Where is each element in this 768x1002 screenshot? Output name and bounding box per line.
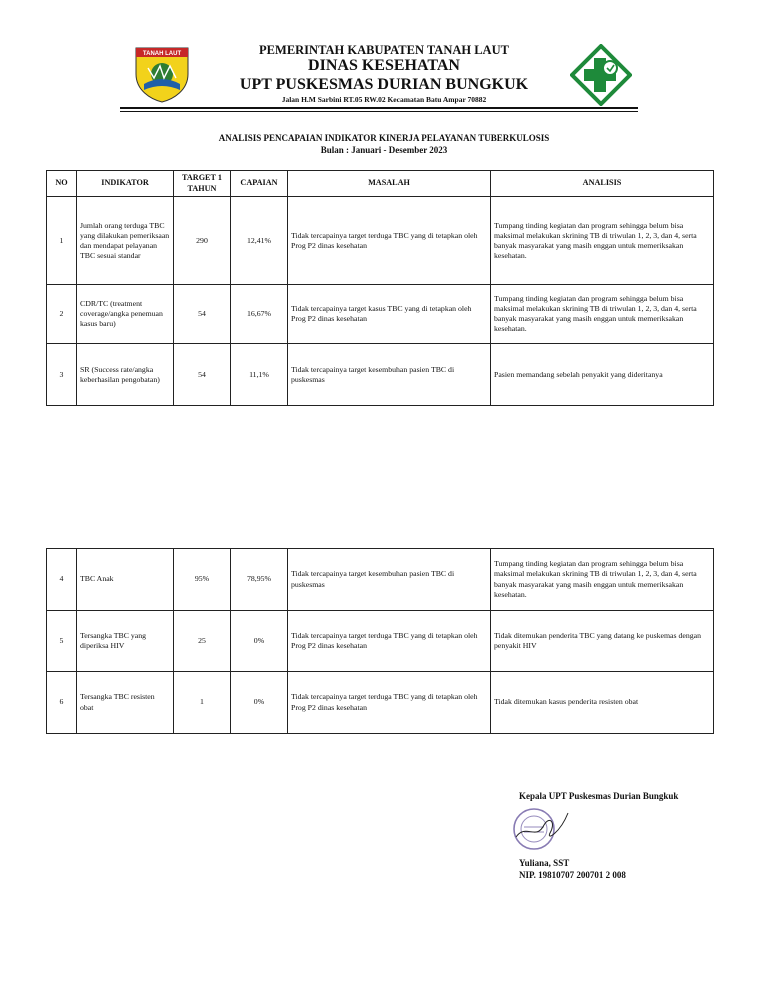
- row-indikator: Tersangka TBC yang diperiksa HIV: [77, 611, 174, 672]
- row-indikator: Jumlah orang terduga TBC yang dilakukan pemeriksaan dan mendapat pelayanan TBC sesuai standar: [77, 197, 174, 285]
- row-no: 6: [47, 672, 77, 734]
- letterhead-rule-thick: [120, 107, 638, 109]
- table-row: [47, 285, 714, 344]
- table-row: [47, 197, 714, 285]
- row-target: 1: [174, 672, 231, 734]
- table-row: [47, 611, 714, 672]
- row-capaian: 16,67%: [231, 285, 288, 344]
- signatory-title: Kepala UPT Puskesmas Durian Bungkuk: [519, 791, 679, 801]
- row-analisis: Tidak ditemukan kasus penderita resisten obat: [491, 672, 714, 734]
- header-analisis: ANALISIS: [491, 171, 714, 197]
- row-no: 1: [47, 197, 77, 285]
- indicator-table-part1: [46, 170, 714, 406]
- letterhead-unit-line: UPT PUSKESMAS DURIAN BUNGKUK: [239, 76, 529, 93]
- row-capaian: 12,41%: [231, 197, 288, 285]
- row-target: 290: [174, 197, 231, 285]
- row-indikator: Tersangka TBC resisten obat: [77, 672, 174, 734]
- document-subtitle: Bulan : Januari - Desember 2023: [320, 145, 448, 155]
- row-no: 2: [47, 285, 77, 344]
- table-row: [47, 672, 714, 734]
- letterhead-government-line: PEMERINTAH KABUPATEN TANAH LAUT: [259, 43, 509, 57]
- indicator-table-part2: [46, 548, 714, 734]
- row-target: 54: [174, 285, 231, 344]
- puskesmas-cross-icon: [570, 44, 632, 106]
- header-target: TARGET 1 TAHUN: [174, 171, 231, 197]
- row-analisis: Tidak ditemukan penderita TBC yang datang ke puskemas dengan penyakit HIV: [491, 611, 714, 672]
- row-indikator: SR (Success rate/angka keberhasilan pengobatan): [77, 344, 174, 406]
- header-no: NO: [47, 171, 77, 197]
- row-capaian: 0%: [231, 611, 288, 672]
- header-indikator: INDIKATOR: [77, 171, 174, 197]
- row-capaian: 78,95%: [231, 549, 288, 611]
- row-no: 4: [47, 549, 77, 611]
- row-masalah: Tidak tercapainya target terduga TBC yang di tetapkan oleh Prog P2 dinas kesehatan: [288, 197, 491, 285]
- row-analisis: Pasien memandang sebelah penyakit yang dideritanya: [491, 344, 714, 406]
- row-indikator: CDR/TC (treatment coverage/angka penemuan kasus baru): [77, 285, 174, 344]
- header-masalah: MASALAH: [288, 171, 491, 197]
- row-masalah: Tidak tercapainya target kasus TBC yang di tetapkan oleh Prog P2 dinas kesehatan: [288, 285, 491, 344]
- letterhead-address: Jalan H.M Sarbini RT.05 RW.02 Kecamatan Batu Ampar 70882: [281, 95, 487, 104]
- document-title: ANALISIS PENCAPAIAN INDIKATOR KINERJA PELAYANAN TUBERKULOSIS: [218, 133, 550, 143]
- header-capaian: CAPAIAN: [231, 171, 288, 197]
- svg-text:TANAH LAUT: TANAH LAUT: [142, 51, 182, 57]
- row-capaian: 0%: [231, 672, 288, 734]
- signatory-nip: NIP. 19810707 200701 2 008: [519, 870, 626, 880]
- letterhead-agency-line: DINAS KESEHATAN: [308, 57, 460, 74]
- row-no: 3: [47, 344, 77, 406]
- table-row: [47, 549, 714, 611]
- row-target: 54: [174, 344, 231, 406]
- row-analisis: Tumpang tinding kegiatan dan program sehingga belum bisa maksimal melakukan skrining TB di triwulan 1, 2, 3, dan 4, serta banyak masyarakat yang masih enggan untuk memeriksakan kesehatan.: [491, 197, 714, 285]
- row-no: 5: [47, 611, 77, 672]
- row-capaian: 11,1%: [231, 344, 288, 406]
- stamp-signature-icon: [510, 803, 572, 855]
- row-masalah: Tidak tercapainya target terduga TBC yang di tetapkan oleh Prog P2 dinas kesehatan: [288, 672, 491, 734]
- table-row: [47, 344, 714, 406]
- row-indikator: TBC Anak: [77, 549, 174, 611]
- row-analisis: Tumpang tinding kegiatan dan program sehingga belum bisa maksimal melakukan skrining TB di triwulan 1, 2, 3, dan 4, serta banyak masyarakat yang masih enggan untuk memeriksakan kesehatan.: [491, 285, 714, 344]
- row-target: 95%: [174, 549, 231, 611]
- signatory-name: Yuliana, SST: [519, 858, 570, 868]
- row-analisis: Tumpang tinding kegiatan dan program sehingga belum bisa maksimal melakukan skrining TB di triwulan 1, 2, 3, dan 4, serta banyak masyarakat yang masih enggan untuk memeriksakan kesehatan.: [491, 549, 714, 611]
- table-header-row: [47, 171, 714, 197]
- row-masalah: Tidak tercapainya target kesembuhan pasien TBC di puskesmas: [288, 344, 491, 406]
- row-masalah: Tidak tercapainya target terduga TBC yang di tetapkan oleh Prog P2 dinas kesehatan: [288, 611, 491, 672]
- row-target: 25: [174, 611, 231, 672]
- row-masalah: Tidak tercapainya target kesembuhan pasien TBC di puskesmas: [288, 549, 491, 611]
- letterhead-rule-thin: [120, 111, 638, 112]
